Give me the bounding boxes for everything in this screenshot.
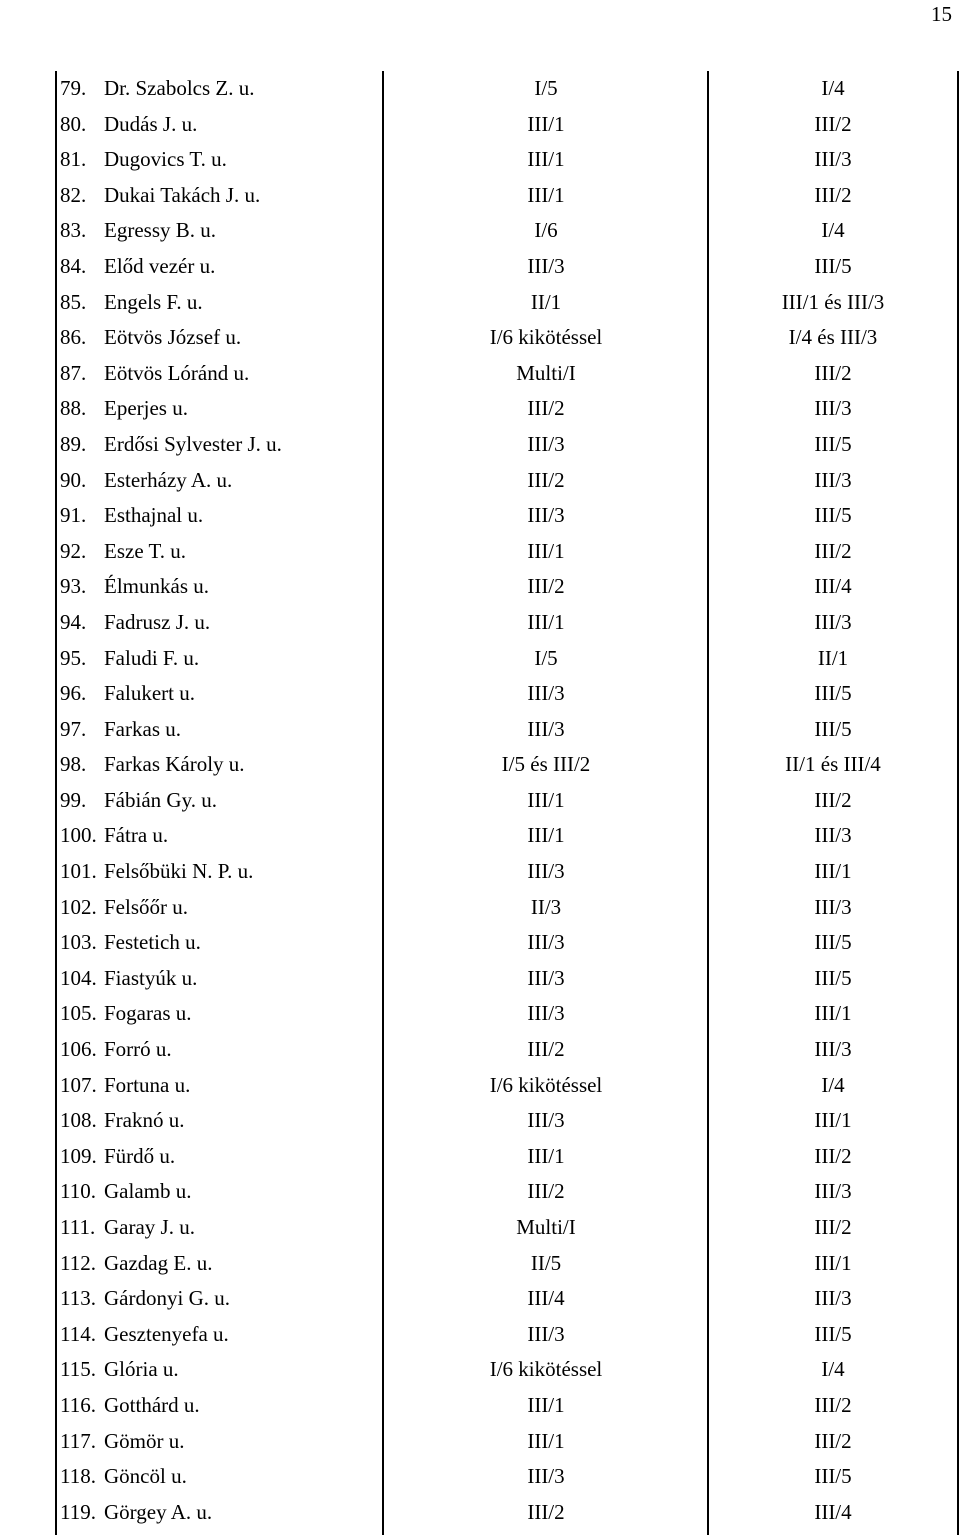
row-number: 83. bbox=[60, 218, 87, 243]
category-current: III/3 bbox=[527, 965, 565, 990]
category-new: III/5 bbox=[814, 431, 852, 456]
table-row bbox=[56, 1459, 959, 1495]
row-number: 81. bbox=[60, 147, 87, 172]
category-new: III/5 bbox=[814, 253, 852, 278]
table-row bbox=[56, 783, 959, 819]
category-new: I/4 bbox=[821, 218, 845, 243]
category-current: I/6 bbox=[534, 218, 558, 243]
street-name: Fürdő u. bbox=[104, 1143, 176, 1168]
row-number: 80. bbox=[60, 111, 87, 136]
row-number: 117. bbox=[60, 1428, 96, 1453]
street-name: Dr. Szabolcs Z. u. bbox=[104, 76, 255, 100]
category-current: III/1 bbox=[527, 147, 565, 172]
category-current: III/1 bbox=[527, 787, 565, 812]
street-name: Fraknó u. bbox=[104, 1108, 185, 1133]
street-name: Fiastyúk u. bbox=[104, 965, 198, 990]
row-number: 92. bbox=[60, 538, 87, 563]
row-number: 101. bbox=[60, 859, 97, 884]
street-name: Fábián Gy. u. bbox=[104, 787, 217, 812]
table-row bbox=[56, 676, 959, 712]
category-new: III/2 bbox=[814, 111, 852, 136]
table-row bbox=[56, 641, 959, 677]
street-name: Engels F. u. bbox=[104, 289, 203, 314]
table-row bbox=[56, 427, 959, 463]
row-number: 94. bbox=[60, 609, 87, 634]
table-row bbox=[56, 818, 959, 854]
row-number: 118. bbox=[60, 1464, 96, 1489]
category-current: III/2 bbox=[527, 1179, 565, 1204]
street-name: Glória u. bbox=[104, 1357, 179, 1382]
category-new: III/2 bbox=[814, 1392, 852, 1417]
street-name: Dugovics T. u. bbox=[104, 147, 227, 172]
table-row bbox=[56, 961, 959, 997]
table-row bbox=[56, 925, 959, 961]
street-name: Farkas u. bbox=[104, 716, 181, 741]
table-row bbox=[56, 142, 959, 178]
row-number: 99. bbox=[60, 787, 87, 812]
table-row bbox=[56, 1032, 959, 1068]
category-current: III/3 bbox=[527, 716, 565, 741]
row-number: 95. bbox=[60, 645, 87, 670]
category-new: III/2 bbox=[814, 1215, 852, 1239]
category-new: I/4 bbox=[821, 1357, 845, 1382]
category-current: I/5 és III/2 bbox=[501, 752, 591, 777]
category-current: III/4 bbox=[527, 1286, 565, 1311]
category-current: II/1 bbox=[530, 289, 562, 314]
row-number: 116. bbox=[60, 1392, 96, 1417]
category-new: III/3 bbox=[814, 1179, 852, 1204]
street-name: Egressy B. u. bbox=[104, 218, 216, 243]
category-current: II/3 bbox=[530, 894, 562, 919]
table-row bbox=[56, 1424, 959, 1460]
table-row bbox=[56, 285, 959, 321]
category-current: I/6 kikötéssel bbox=[489, 325, 603, 350]
table-row bbox=[56, 569, 959, 605]
category-current: III/1 bbox=[527, 823, 565, 848]
category-current: III/1 bbox=[527, 111, 565, 136]
row-number: 106. bbox=[60, 1037, 97, 1062]
street-name: Élmunkás u. bbox=[104, 574, 209, 599]
table-row bbox=[56, 320, 959, 356]
row-number: 111. bbox=[60, 1215, 96, 1239]
category-new: III/1 bbox=[814, 1108, 852, 1133]
street-name: Erdősi Sylvester J. u. bbox=[104, 431, 282, 456]
table-row bbox=[56, 996, 959, 1032]
table-row bbox=[56, 71, 959, 107]
street-name: Faludi F. u. bbox=[104, 645, 200, 670]
row-number: 104. bbox=[60, 965, 97, 990]
street-name: Galamb u. bbox=[104, 1179, 192, 1204]
category-new: I/4 bbox=[821, 76, 845, 100]
category-new: III/5 bbox=[814, 716, 852, 741]
category-current: II/5 bbox=[530, 1250, 562, 1275]
row-number: 97. bbox=[60, 716, 87, 741]
street-name: Forró u. bbox=[104, 1037, 172, 1062]
category-current: III/2 bbox=[527, 467, 565, 492]
street-name: Dudás J. u. bbox=[104, 111, 198, 136]
category-current: I/6 kikötéssel bbox=[489, 1357, 603, 1382]
category-new: III/2 bbox=[814, 1143, 852, 1168]
table-row bbox=[56, 1388, 959, 1424]
category-new: III/2 bbox=[814, 538, 852, 563]
table-row bbox=[56, 107, 959, 143]
row-number: 109. bbox=[60, 1143, 97, 1168]
category-new: III/4 bbox=[814, 1499, 852, 1524]
category-new: III/2 bbox=[814, 182, 852, 207]
category-current: III/1 bbox=[527, 1428, 565, 1453]
category-new: III/3 bbox=[814, 609, 852, 634]
category-current: III/1 bbox=[527, 609, 565, 634]
category-current: III/1 bbox=[527, 1392, 565, 1417]
category-current: I/5 bbox=[534, 76, 558, 100]
street-name: Esterházy A. u. bbox=[104, 467, 233, 492]
street-name: Garay J. u. bbox=[104, 1215, 195, 1239]
table-row bbox=[56, 1174, 959, 1210]
category-current: Multi/I bbox=[516, 1215, 576, 1239]
street-name: Falukert u. bbox=[104, 681, 195, 706]
row-number: 114. bbox=[60, 1321, 96, 1346]
category-current: III/1 bbox=[527, 182, 565, 207]
category-current: III/2 bbox=[527, 1499, 565, 1524]
category-new: II/1 bbox=[817, 645, 849, 670]
category-new: III/5 bbox=[814, 681, 852, 706]
category-new: III/5 bbox=[814, 965, 852, 990]
category-new: III/1 és III/3 bbox=[781, 289, 885, 314]
row-number: 89. bbox=[60, 431, 87, 456]
category-new: III/1 bbox=[814, 859, 852, 884]
category-new: I/4 bbox=[821, 1072, 845, 1097]
table-row bbox=[56, 890, 959, 926]
category-current: III/3 bbox=[527, 1108, 565, 1133]
category-new: III/3 bbox=[814, 396, 852, 421]
table-row bbox=[56, 1210, 959, 1246]
row-number: 96. bbox=[60, 681, 87, 706]
category-current: III/3 bbox=[527, 859, 565, 884]
category-current: III/2 bbox=[527, 396, 565, 421]
row-number: 79. bbox=[60, 76, 87, 100]
street-name: Eötvös József u. bbox=[104, 325, 242, 350]
street-name: Gárdonyi G. u. bbox=[104, 1286, 230, 1311]
category-current: III/3 bbox=[527, 930, 565, 955]
row-number: 86. bbox=[60, 325, 87, 350]
table-row bbox=[56, 356, 959, 392]
page-number: 15 bbox=[931, 2, 952, 26]
street-name: Farkas Károly u. bbox=[104, 752, 245, 777]
category-new: III/1 bbox=[814, 1250, 852, 1275]
street-name: Festetich u. bbox=[104, 930, 201, 955]
table-rows bbox=[56, 71, 959, 1530]
category-current: I/6 kikötéssel bbox=[489, 1072, 603, 1097]
category-new: III/4 bbox=[814, 574, 852, 599]
street-name: Fortuna u. bbox=[104, 1072, 191, 1097]
street-name: Göncöl u. bbox=[104, 1464, 187, 1489]
table-row bbox=[56, 534, 959, 570]
row-number: 112. bbox=[60, 1250, 96, 1275]
street-name: Eötvös Lóránd u. bbox=[104, 360, 250, 385]
row-number: 102. bbox=[60, 894, 97, 919]
category-new: III/5 bbox=[814, 503, 852, 528]
category-current: III/1 bbox=[527, 538, 565, 563]
category-current: III/2 bbox=[527, 1037, 565, 1062]
category-new: III/3 bbox=[814, 147, 852, 172]
row-number: 105. bbox=[60, 1001, 97, 1026]
category-new: III/3 bbox=[814, 823, 852, 848]
street-name: Gazdag E. u. bbox=[104, 1250, 213, 1275]
street-name: Gömör u. bbox=[104, 1428, 185, 1453]
table-row bbox=[56, 1068, 959, 1104]
table-row bbox=[56, 463, 959, 499]
row-number: 113. bbox=[60, 1286, 96, 1311]
category-new: III/3 bbox=[814, 894, 852, 919]
row-number: 108. bbox=[60, 1108, 97, 1133]
row-number: 90. bbox=[60, 467, 87, 492]
category-current: III/3 bbox=[527, 253, 565, 278]
table-row bbox=[56, 854, 959, 890]
table-row bbox=[56, 178, 959, 214]
row-number: 119. bbox=[60, 1499, 96, 1524]
street-name: Gotthárd u. bbox=[104, 1392, 200, 1417]
street-name: Görgey A. u. bbox=[104, 1499, 213, 1524]
category-current: III/3 bbox=[527, 503, 565, 528]
row-number: 115. bbox=[60, 1357, 96, 1382]
category-current: III/1 bbox=[527, 1143, 565, 1168]
category-current: III/3 bbox=[527, 431, 565, 456]
row-number: 103. bbox=[60, 930, 97, 955]
row-number: 91. bbox=[60, 503, 87, 528]
table-row bbox=[56, 1495, 959, 1531]
street-name: Gesztenyefa u. bbox=[104, 1321, 229, 1346]
table-row bbox=[56, 712, 959, 748]
row-number: 84. bbox=[60, 253, 87, 278]
row-number: 98. bbox=[60, 752, 87, 777]
table-row bbox=[56, 498, 959, 534]
category-new: III/5 bbox=[814, 1321, 852, 1346]
table-row bbox=[56, 1281, 959, 1317]
category-current: III/3 bbox=[527, 1464, 565, 1489]
row-number: 100. bbox=[60, 823, 97, 848]
street-table bbox=[56, 71, 959, 1535]
table-row bbox=[56, 249, 959, 285]
street-name: Fátra u. bbox=[104, 823, 169, 848]
category-new: II/1 és III/4 bbox=[785, 752, 881, 777]
table-row bbox=[56, 747, 959, 783]
street-name: Esze T. u. bbox=[104, 538, 187, 563]
category-current: III/3 bbox=[527, 1321, 565, 1346]
category-new: III/3 bbox=[814, 1037, 852, 1062]
table-row bbox=[56, 1352, 959, 1388]
street-name: Eperjes u. bbox=[104, 396, 188, 421]
category-new: III/5 bbox=[814, 1464, 852, 1489]
category-new: III/5 bbox=[814, 930, 852, 955]
street-name: Felsőőr u. bbox=[104, 894, 188, 919]
row-number: 93. bbox=[60, 574, 87, 599]
table-row bbox=[56, 1139, 959, 1175]
street-name: Fogaras u. bbox=[104, 1001, 192, 1026]
table-row bbox=[56, 1103, 959, 1139]
category-current: I/5 bbox=[534, 645, 558, 670]
street-name: Fadrusz J. u. bbox=[104, 609, 211, 634]
row-number: 110. bbox=[60, 1179, 96, 1204]
street-name: Dukai Takách J. u. bbox=[104, 182, 261, 207]
street-name: Felsőbüki N. P. u. bbox=[104, 859, 254, 884]
category-new: III/3 bbox=[814, 1286, 852, 1311]
category-current: III/2 bbox=[527, 574, 565, 599]
category-current: III/3 bbox=[527, 1001, 565, 1026]
row-number: 88. bbox=[60, 396, 87, 421]
category-new: III/1 bbox=[814, 1001, 852, 1026]
table-row bbox=[56, 391, 959, 427]
street-name: Előd vezér u. bbox=[104, 253, 216, 278]
table-row bbox=[56, 1246, 959, 1282]
category-new: III/2 bbox=[814, 360, 852, 385]
street-name: Esthajnal u. bbox=[104, 503, 204, 528]
table-row bbox=[56, 213, 959, 249]
table-row bbox=[56, 1317, 959, 1353]
category-new: I/4 és III/3 bbox=[788, 325, 878, 350]
row-number: 85. bbox=[60, 289, 87, 314]
row-number: 107. bbox=[60, 1072, 97, 1097]
row-number: 82. bbox=[60, 182, 87, 207]
category-current: Multi/I bbox=[516, 360, 576, 385]
category-new: III/3 bbox=[814, 467, 852, 492]
category-new: III/2 bbox=[814, 1428, 852, 1453]
row-number: 87. bbox=[60, 360, 87, 385]
category-new: III/2 bbox=[814, 787, 852, 812]
category-current: III/3 bbox=[527, 681, 565, 706]
table-row bbox=[56, 605, 959, 641]
